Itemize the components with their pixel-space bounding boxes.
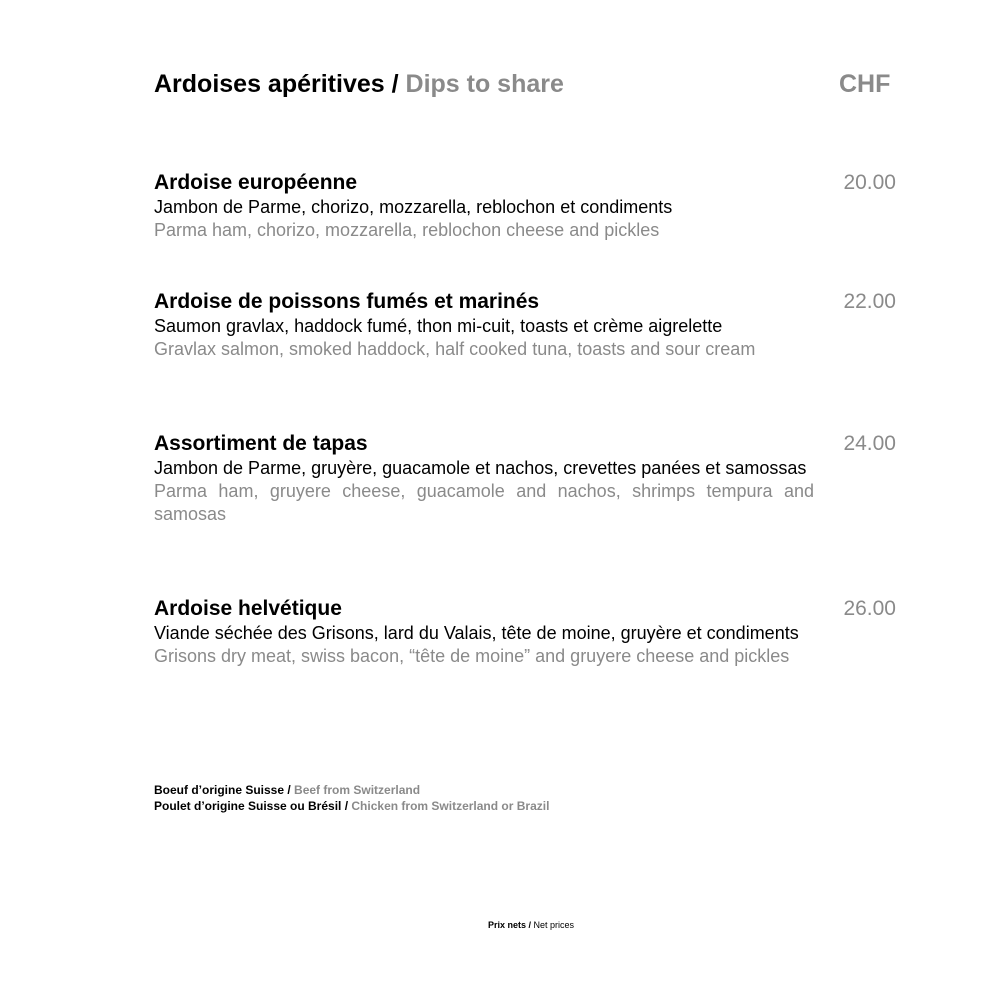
item-name: Ardoise helvétique <box>154 597 342 620</box>
item-description-french: Jambon de Parme, gruyère, guacamole et nachos, crevettes panées et samossas <box>154 458 807 478</box>
note-french: Poulet d’origine Suisse ou Brésil / <box>154 799 349 813</box>
menu-item-ardoise-europeenne <box>154 170 896 242</box>
note-beef-origin <box>154 782 549 798</box>
item-price: 22.00 <box>843 290 896 313</box>
item-name: Ardoise européenne <box>154 171 358 194</box>
item-price: 20.00 <box>843 171 896 194</box>
menu-item-assortiment-tapas <box>154 431 896 526</box>
item-name: Ardoise de poissons fumés et marinés <box>154 290 540 313</box>
note-chicken-origin <box>154 798 549 814</box>
item-description-french: Viande séchée des Grisons, lard du Valais, tête de moine, gruyère et condiments <box>154 623 799 643</box>
page-title <box>154 70 564 99</box>
menu-item-ardoise-poissons <box>154 289 896 361</box>
note-english: Chicken from Switzerland or Brazil <box>351 799 550 813</box>
note-french: Boeuf d’origine Suisse / <box>154 783 291 797</box>
item-price: 24.00 <box>843 432 896 455</box>
title-french: Ardoises apéritives / <box>154 70 399 98</box>
item-description-french: Saumon gravlax, haddock fumé, thon mi-cuit, toasts et crème aigrelette <box>154 316 723 336</box>
item-price: 26.00 <box>843 597 896 620</box>
origin-notes <box>154 782 549 814</box>
item-description-english: Grisons dry meat, swiss bacon, “tête de moine” and gruyere cheese and pickles <box>154 646 790 666</box>
menu-header <box>154 70 894 104</box>
menu-item-ardoise-helvetique <box>154 596 896 668</box>
item-description-english: Parma ham, gruyere cheese, guacamole and nachos, shrimps tempura and samosas <box>154 481 814 524</box>
net-prices-footer <box>0 919 992 931</box>
item-description-french: Jambon de Parme, chorizo, mozzarella, reblochon et condiments <box>154 197 673 217</box>
item-name: Assortiment de tapas <box>154 432 368 455</box>
note-english: Beef from Switzerland <box>294 783 421 797</box>
footer-english: Net prices <box>533 920 575 930</box>
title-english: Dips to share <box>405 70 564 98</box>
footer-french: Prix nets / <box>487 920 531 930</box>
currency-label: CHF <box>839 70 891 98</box>
item-description-english: Parma ham, chorizo, mozzarella, reblochon cheese and pickles <box>154 220 660 240</box>
item-description-english: Gravlax salmon, smoked haddock, half cooked tuna, toasts and sour cream <box>154 339 756 359</box>
